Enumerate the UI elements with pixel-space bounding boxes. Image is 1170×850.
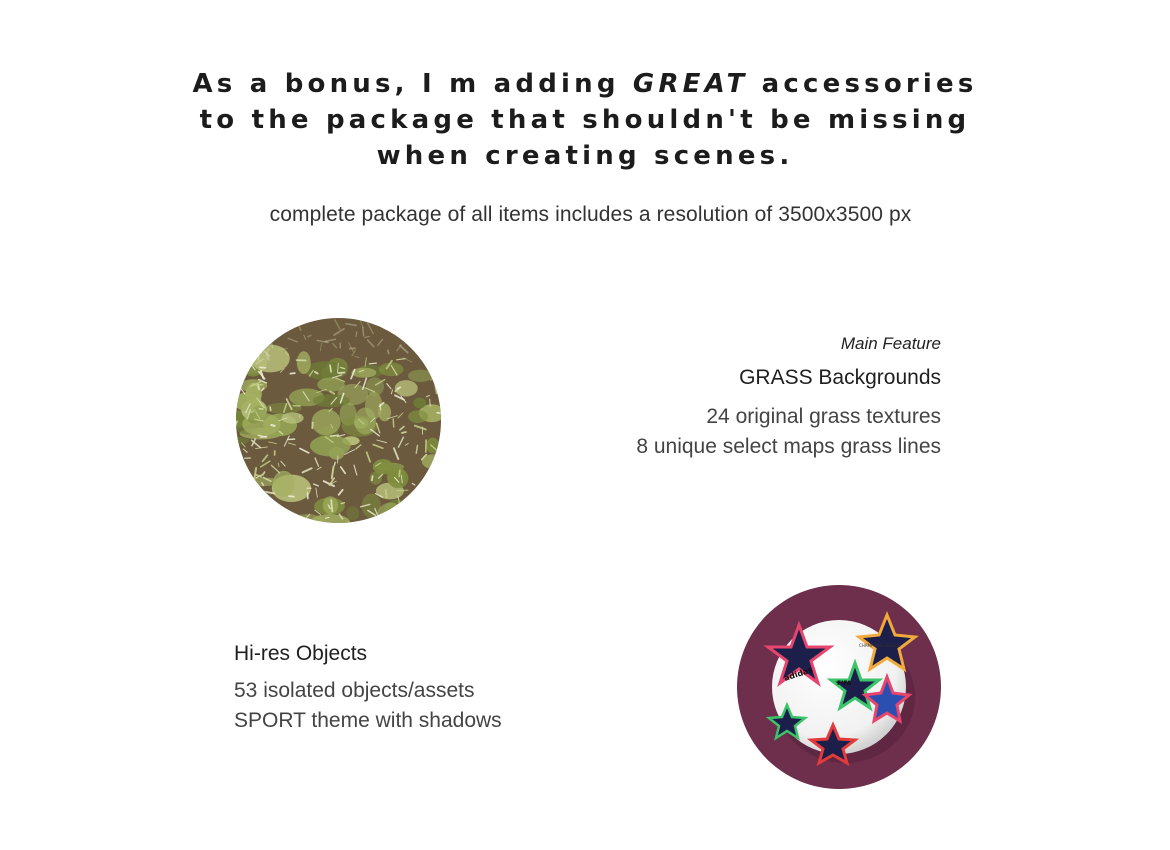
grass-blade (379, 519, 382, 520)
headline-line-3: when creating scenes. (376, 141, 794, 171)
grass-blade (430, 348, 434, 350)
grass-blade (422, 355, 431, 359)
grass-feature (636, 334, 941, 462)
grass-blade (430, 399, 431, 406)
grass-blade (425, 514, 433, 519)
grass-blade (245, 330, 252, 332)
grass-patch (243, 503, 263, 523)
grass-blade (244, 324, 252, 325)
grass-patch (305, 361, 348, 380)
grass-blade (262, 318, 265, 320)
grass-blade (331, 435, 339, 436)
grass-texture-image (236, 318, 441, 523)
grass-blade (273, 319, 283, 320)
ball-crest-label: CHAMPIONS LEAGUE (859, 643, 901, 648)
headline-line-2: to the package that shouldn't be missing (199, 105, 971, 135)
grass-blade (422, 482, 429, 485)
grass-blade (341, 503, 344, 504)
grass-patch (413, 398, 426, 409)
football-image (737, 585, 941, 789)
grass-blade (257, 499, 264, 506)
grass-patch (408, 370, 433, 382)
grass-patch (297, 351, 311, 374)
feature-line-2: 8 unique select maps grass lines (636, 435, 941, 458)
grass-blade (261, 492, 265, 496)
feature-tag: Main Feature (840, 334, 941, 353)
grass-blade (428, 318, 430, 323)
grass-blade (429, 479, 430, 484)
grass-patch (236, 481, 252, 503)
grass-blade (262, 495, 268, 498)
grass-blade (397, 490, 408, 491)
grass-blade (334, 462, 335, 465)
grass-blade (398, 326, 400, 330)
grass-blade (290, 318, 295, 322)
grass-blade (255, 331, 257, 334)
grass-blade (395, 507, 404, 512)
grass-blade (436, 457, 438, 463)
grass-blade (435, 501, 436, 506)
grass-blade (439, 466, 442, 471)
grass-patch (408, 410, 428, 423)
grass-blade (369, 363, 376, 364)
ball-brand-label: adidas (782, 665, 814, 683)
grass-blade (404, 514, 406, 520)
objects-line-1: 53 isolated objects/assets (234, 679, 475, 702)
objects-title: Hi-res Objects (234, 642, 368, 665)
grass-blade (258, 326, 260, 331)
grass-blade (363, 327, 364, 336)
grass-blade (402, 432, 406, 433)
grass-blade (410, 324, 421, 326)
grass-patch (310, 435, 351, 456)
grass-patch (370, 472, 382, 485)
grass-blade (422, 325, 426, 329)
grass-blade (257, 321, 262, 330)
grass-patch (244, 502, 277, 520)
grass-blade (289, 496, 294, 497)
grass-blade (326, 517, 329, 518)
objects-line-2: SPORT theme with shadows (234, 709, 502, 732)
grass-patch (243, 478, 282, 487)
grass-blade (330, 365, 331, 372)
grass-blade (237, 488, 241, 497)
grass-blade (436, 354, 438, 356)
grass-patch (387, 465, 405, 488)
grass-blade (236, 355, 239, 367)
headline-line-1-start: As a bonus, I m adding (192, 69, 633, 99)
grass-blade (238, 480, 239, 484)
grass-blade (252, 341, 253, 344)
grass-blade (393, 419, 394, 427)
grass-blade (258, 330, 263, 331)
grass-blade (405, 520, 416, 523)
grass-blade (260, 325, 267, 326)
feature-line-1: 24 original grass textures (706, 405, 941, 428)
objects-feature (234, 642, 502, 736)
grass-blade (236, 515, 237, 519)
grass-blade (435, 363, 441, 367)
grass-patch (366, 377, 384, 396)
grass-blade (290, 373, 294, 374)
grass-patch (323, 496, 338, 514)
grass-blade (422, 333, 424, 342)
grass-blade (372, 476, 373, 480)
grass-blade (388, 350, 389, 353)
grass-blade (246, 497, 248, 500)
subtitle: complete package of all items includes a resolution of 3500x3500 px (269, 203, 912, 226)
grass-blade (434, 480, 439, 482)
grass-patch (406, 506, 430, 523)
grass-blade (440, 318, 441, 324)
headline (0, 66, 1170, 174)
grass-blade (269, 318, 273, 321)
grass-patch (379, 363, 404, 377)
grass-patch (236, 475, 251, 498)
grass-blade (424, 517, 428, 520)
grass-blade (267, 492, 275, 493)
grass-blade (402, 514, 408, 518)
grass-patch (347, 506, 360, 520)
grass-patch (312, 409, 341, 435)
grass-patch (237, 499, 268, 515)
grass-blade (270, 407, 271, 411)
grass-blade (386, 490, 387, 498)
feature-title: GRASS Backgrounds (739, 366, 941, 389)
grass-blade (399, 470, 400, 476)
grass-blade (386, 323, 392, 328)
grass-blade (431, 509, 439, 510)
grass-blade (379, 320, 382, 322)
grass-texture-svg (236, 318, 441, 523)
grass-blade (413, 492, 415, 499)
grass-blade (271, 318, 278, 324)
ball-fifa-label: FIFA (837, 680, 852, 687)
grass-patch (426, 438, 439, 454)
grass-blade (271, 425, 274, 426)
grass-blade (356, 332, 357, 337)
grass-patch (313, 394, 350, 407)
grass-blade (257, 497, 258, 503)
grass-blade (256, 509, 262, 515)
grass-blade (291, 318, 293, 322)
football-svg (737, 585, 941, 789)
grass-blade (258, 386, 259, 390)
grass-blade (240, 362, 242, 374)
grass-patch (282, 412, 304, 423)
headline-emphasis: GREAT (632, 69, 749, 99)
grass-blade (244, 355, 246, 358)
grass-blade (396, 331, 401, 332)
grass-blade (331, 500, 332, 511)
headline-line-1-end: accessories (748, 69, 978, 99)
grass-blade (435, 332, 437, 335)
headline-line-1 (0, 66, 1170, 102)
grass-blade (258, 351, 259, 360)
